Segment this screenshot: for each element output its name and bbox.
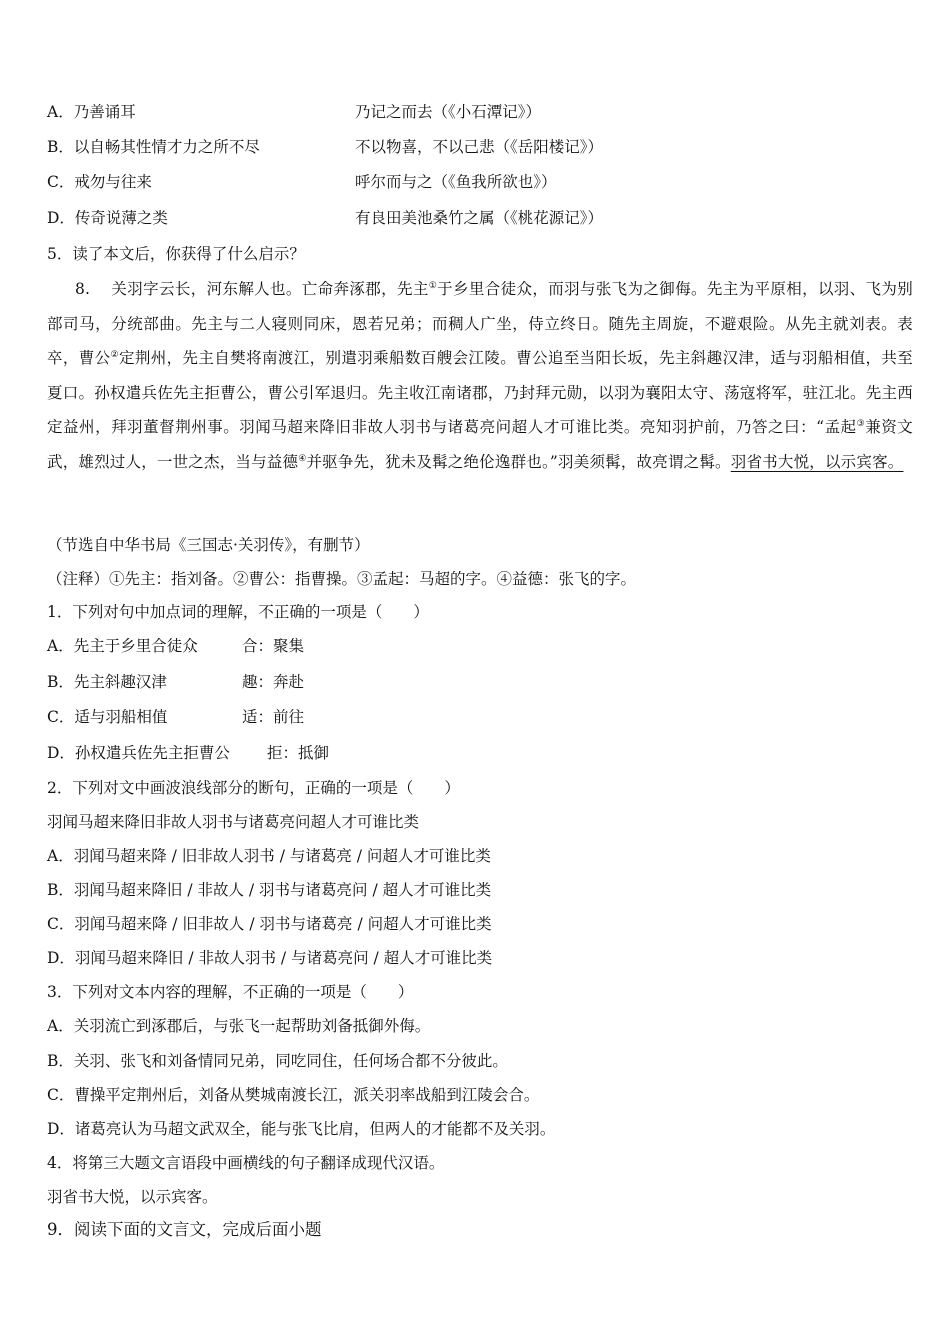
note-marker: ③ (856, 418, 866, 429)
option-ref: 不以物喜，不以己悲（《岳阳楼记》） (355, 138, 604, 156)
option-meaning: 合：聚集 (242, 637, 305, 655)
option-label: B．以自畅其性情才力之所不尽 (47, 138, 260, 156)
option-prev-b (47, 137, 604, 157)
question-3-option-d: D．诸葛亮认为马超文武双全，能与张飞比肩，但两人的才能都不及关羽。 (47, 1120, 556, 1138)
option-prev-c (47, 172, 557, 192)
passage-8 (47, 272, 913, 479)
passage-text: 关羽字云长，河东解人也。亡命奔涿郡，先主 (111, 280, 429, 298)
source-note: （节选自中华书局《三国志·关羽传》，有删节） (47, 536, 370, 554)
option-ref: 有良田美池桑竹之属（《桃花源记》） (355, 209, 604, 227)
passage-text: 定荆州，先主自樊将南渡江，别遣羽乘船数百艘会江陵。曹公追至当阳长坂，先主斜趣汉津，适与羽船相值，共至夏口。孙权遣兵佐先主拒曹公，曹公引军退归。先主收江南诸郡，乃封拜元勋，以羽为襄阳太守、荡寇将军，驻江北。先主西定益州，拜羽董督荆州事。羽闻马超来降旧非故人羽书与诸葛亮问超人才可谁比类。亮知羽护前，乃答之曰：“孟起 (47, 349, 913, 436)
question-1-option-c (47, 707, 305, 727)
annotations: （注释）①先主：指刘备。②曹公：指曹操。③孟起：马超的字。④益德：张飞的字。 (47, 570, 637, 588)
option-meaning: 拒：抵御 (267, 744, 330, 762)
question-2-option-d: D．羽闻马超来降旧 / 非故人羽书 / 与诸葛亮问 / 超人才可谁比类 (47, 949, 493, 967)
option-meaning: 趣：奔赴 (242, 673, 305, 691)
option-text: A．先主于乡里合徒众 (47, 637, 198, 655)
option-ref: 乃记之而去（《小石潭记》） (355, 103, 542, 121)
question-2-option-c: C．羽闻马超来降 / 旧非故人 / 羽书与诸葛亮 / 问超人才可谁比类 (47, 915, 492, 933)
option-prev-a (47, 102, 542, 122)
question-2-sentence: 羽闻马超来降旧非故人羽书与诸葛亮问超人才可谁比类 (47, 813, 420, 831)
question-5: 5．读了本文后，你获得了什么启示？ (47, 245, 305, 263)
question-1-option-d (47, 743, 330, 763)
note-marker: ① (428, 280, 438, 291)
question-1-option-b (47, 672, 305, 692)
passage-text: 并驱争先，犹未及髯之绝伦逸群也。”羽美须髯，故亮谓之髯。 (306, 452, 731, 471)
option-text: C．适与羽船相值 (47, 708, 168, 726)
passage-text: 兼资文武，雄烈过人，一世之杰，当与益德 (47, 418, 913, 471)
option-label: D．传奇说薄之类 (47, 209, 168, 227)
question-3-option-c: C．曹操平定荆州后，刘备从樊城南渡长江，派关羽率战船到江陵会合。 (47, 1086, 540, 1104)
underlined-sentence: 羽省书大悦，以示宾客。 (730, 452, 904, 471)
question-1-stem: 1．下列对句中加点词的理解，不正确的一项是（ ） (47, 603, 429, 621)
option-ref: 呼尔而与之（《鱼我所欲也》） (355, 173, 557, 191)
question-9: 9．阅读下面的文言文，完成后面小题 (47, 1220, 322, 1239)
note-marker: ④ (298, 453, 307, 464)
option-prev-d (47, 208, 604, 228)
option-label: C．戒勿与往来 (47, 173, 152, 191)
question-4-sentence: 羽省书大悦，以示宾客。 (47, 1188, 218, 1206)
question-3-option-b: B．关羽、张飞和刘备情同兄弟，同吃同住，任何场合都不分彼此。 (47, 1052, 508, 1070)
question-2-stem: 2．下列对文中画波浪线部分的断句，正确的一项是（ ） (47, 779, 460, 797)
question-2-option-a: A．羽闻马超来降 / 旧非故人羽书 / 与诸葛亮 / 问超人才可谁比类 (47, 847, 491, 865)
question-2-option-b: B．羽闻马超来降旧 / 非故人 / 羽书与诸葛亮问 / 超人才可谁比类 (47, 881, 492, 899)
question-3-stem: 3．下列对文本内容的理解，不正确的一项是（ ） (47, 983, 414, 1001)
option-meaning: 适：前往 (242, 708, 305, 726)
option-text: B．先主斜趣汉津 (47, 673, 167, 691)
question-4-stem: 4．将第三大题文言语段中画横线的句子翻译成现代汉语。 (47, 1154, 445, 1172)
option-text: D．孙权遣兵佐先主拒曹公 (47, 744, 230, 762)
question-1-option-a (47, 636, 305, 656)
passage-number: 8. (75, 280, 91, 298)
passage-text: 于乡里合徒众，而羽与张飞为之御侮。先主为平原相，以羽、飞为别部司马，分统部曲。先主与二人寝则同床，恩若兄弟；而稠人广坐，侍立终日。随先主周旋，不避艰险。从先主就刘表。表卒，曹公 (47, 280, 913, 367)
question-3-option-a: A．关羽流亡到涿郡后，与张飞一起帮助刘备抵御外侮。 (47, 1017, 431, 1035)
option-label: A．乃善诵耳 (47, 103, 136, 121)
note-marker: ② (110, 349, 119, 360)
